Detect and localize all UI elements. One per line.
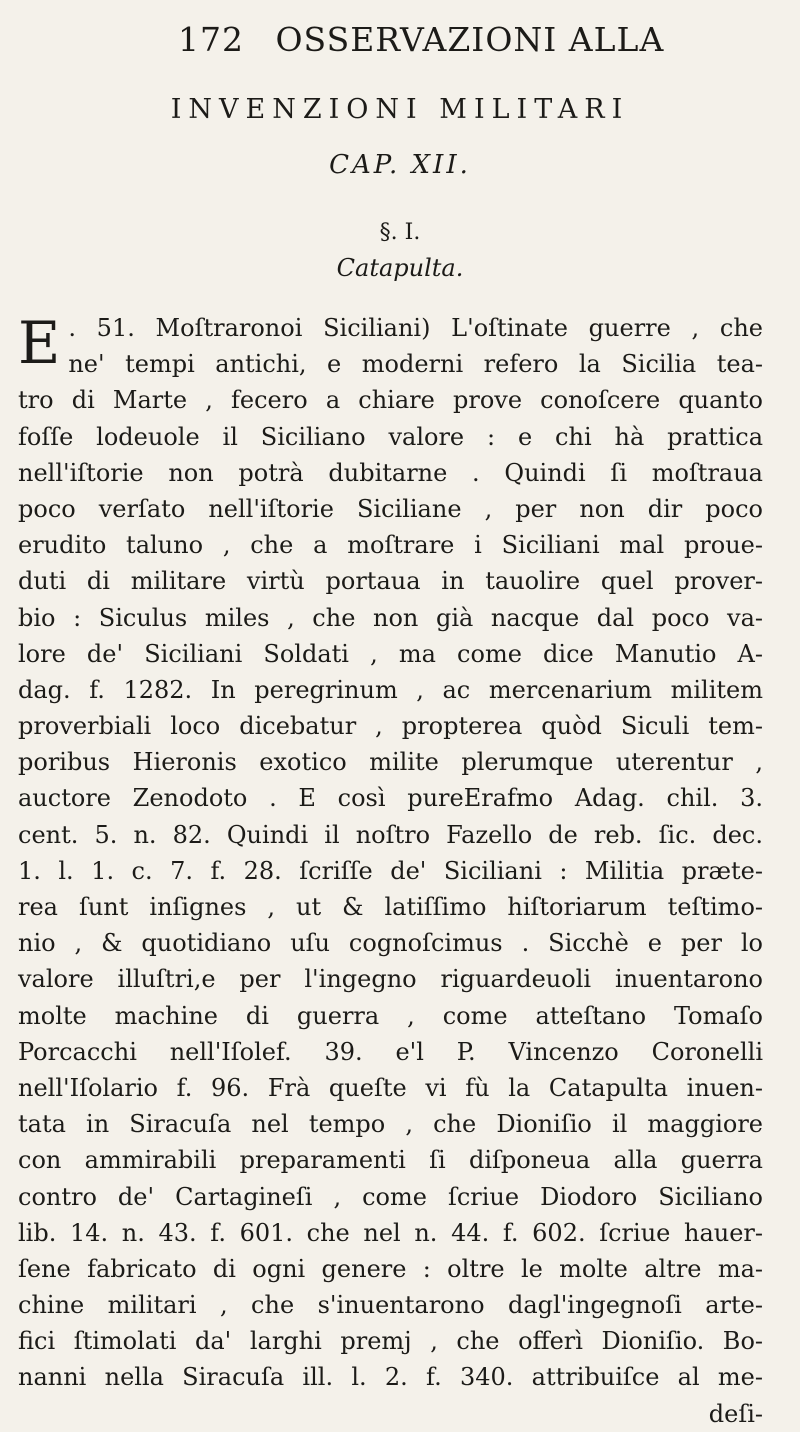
text-line: tro di Marte , fecero a chiare prove conoſcere quanto — [18, 386, 763, 415]
text-line: chine militari , che s'inuentarono dagl'ingegnoſi arte- — [18, 1291, 763, 1320]
text-line: bio : Siculus miles , che non già nacque dal poco va- — [18, 603, 763, 632]
text-line: nell'Iſolario f. 96. Frà queſte vi fù la Catapulta inuen- — [18, 1073, 763, 1102]
text-line: auctore Zenodoto . E così pureErafmo Adag. chil. 3. — [18, 784, 763, 813]
text-line: dag. f. 1282. In peregrinum , ac mercenarium militem — [18, 675, 763, 704]
subheading: Catapulta. — [336, 254, 464, 282]
text-line: valore illuſtri,e per l'ingegno riguardeuoli inuentarono — [18, 965, 763, 994]
text-line: erudito taluno , che a moſtrare i Siciliani mal proue- — [18, 531, 763, 560]
text-line: contro de' Cartagineſi , come ſcriue Diodoro Siciliano — [18, 1182, 763, 1211]
drop-cap: E — [18, 309, 61, 377]
text-line: deſi- — [708, 1399, 763, 1428]
text-line: lib. 14. n. 43. f. 601. che nel n. 44. f. 602. ſcriue hauer- — [18, 1218, 763, 1247]
running-title: OSSERVAZIONI ALLA — [275, 20, 665, 59]
text-line: poco verſato nell'iſtorie Siciliane , per non dir poco — [18, 494, 763, 523]
text-line: ne' tempi antichi, e moderni refero la Sicilia tea- — [68, 350, 763, 379]
text-line: cent. 5. n. 82. Quindi il noſtro Fazello de reb. ſic. dec. — [18, 820, 763, 849]
section-title: INVENZIONI MILITARI — [170, 94, 630, 125]
body-text — [18, 310, 763, 1432]
text-line: foſſe lodeuole il Siciliano valore : e chi hà prattica — [18, 422, 763, 451]
text-line: Porcacchi nell'Iſolef. 39. e'l P. Vincenzo Coronelli — [18, 1037, 763, 1066]
text-lines — [18, 310, 763, 1432]
text-line: ſene fabricato di ogni genere : oltre le molte altre ma- — [18, 1254, 763, 1283]
text-line: con ammirabili preparamenti ſi diſponeua alla guerra — [18, 1146, 763, 1175]
text-line: tata in Siracuſa nel tempo , che Dioniſio il maggiore — [18, 1110, 763, 1139]
text-line: poribus Hieronis exotico milite plerumque uterentur , — [18, 748, 763, 777]
chapter-heading: CAP. XII. — [329, 150, 471, 180]
paragraph-number: §. I. — [379, 220, 421, 245]
text-line: duti di militare virtù portaua in tauolire quel prover- — [18, 567, 763, 596]
text-line: fici ſtimolati da' larghi premj , che offerì Dioniſio. Bo- — [18, 1327, 763, 1356]
text-line: rea ſunt inſignes , ut & latiſſimo hiſtoriarum teſtimo- — [18, 893, 763, 921]
text-line: . 51. Moſtraronoi Siciliani) L'oſtinate guerre , che — [68, 314, 763, 342]
text-line: proverbiali loco dicebatur , propterea quòd Siculi tem- — [18, 712, 763, 741]
running-head — [178, 20, 680, 60]
text-line: 1. l. 1. c. 7. f. 28. ſcriſſe de' Siciliani : Militia præte- — [18, 856, 763, 885]
text-line: molte machine di guerra , come atteſtano Tomaſo — [18, 1001, 763, 1030]
page-number: 172 — [178, 20, 244, 59]
text-line: nio , & quotidiano uſu cognoſcimus . Sicchè e per lo — [18, 929, 763, 958]
text-line: nell'iſtorie non potrà dubitarne . Quindi ſi moſtraua — [18, 458, 763, 487]
text-line: lore de' Siciliani Soldati , ma come dice Manutio A- — [18, 639, 763, 668]
text-line: nanni nella Siracuſa ill. l. 2. f. 340. attribuiſce al me- — [18, 1363, 763, 1392]
